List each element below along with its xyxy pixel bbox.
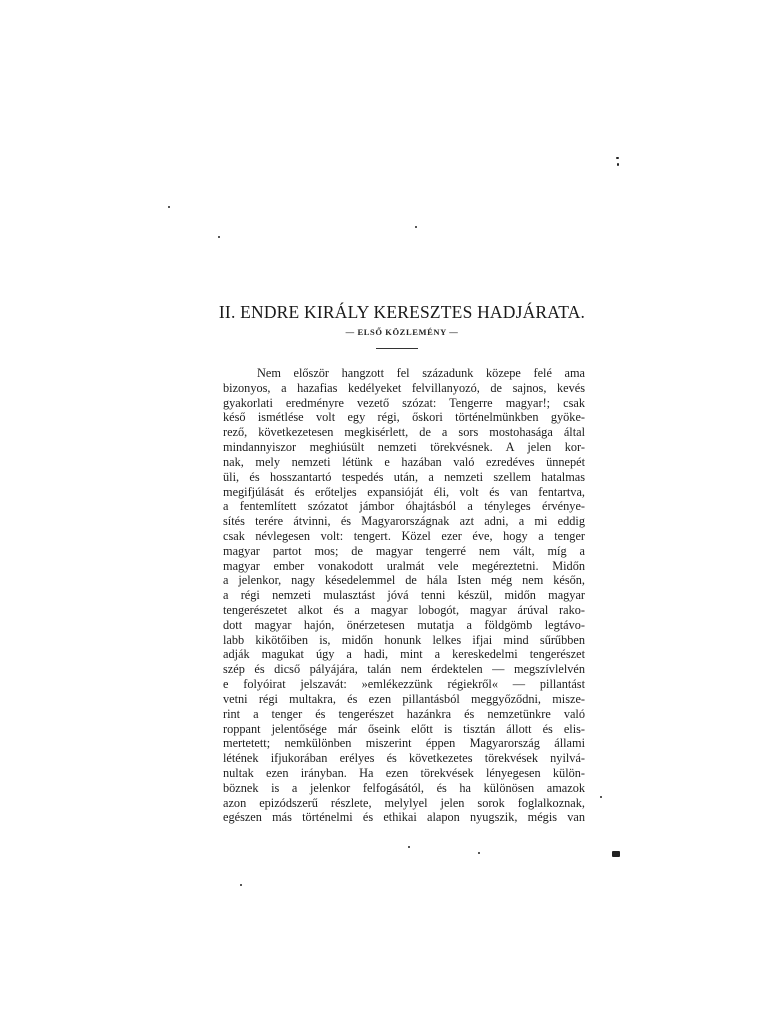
body-line: egészen más történelmi és ethikai alapon nyugszik, mégis van [223,810,585,825]
body-line: a régi nemzeti mulasztást jóvá tenni készül, midőn magyar [223,588,585,603]
scan-speck [168,206,170,208]
body-line: létének ifjukorában erélyes és következetes törekvések nyilvá- [223,751,585,766]
body-line: csak névlegesen volt: tengert. Közel ezer éve, hogy a tenger [223,528,585,543]
scan-speck [478,852,480,854]
scan-speck [218,236,220,238]
scan-speck [240,884,242,886]
body-line: Nem először hangzott fel századunk közepe felé ama [257,366,585,380]
scan-speck [616,157,619,159]
scan-speck [612,851,620,857]
scan-speck [408,846,410,848]
body-line: tengerészetet alkot és a magyar lobogót, magyar árúval rako- [223,603,585,617]
body-line: sítés terére átvinni, és Magyarországnak azt adni, a mi eddig [223,514,585,529]
scan-speck [617,163,619,166]
body-line: magyar partot mos; de magyar tengerré nem vált, míg a [223,543,585,558]
scan-speck [600,796,602,798]
body-line: nak, mely nemzeti létünk e hazában való ezredéves ünnepét [223,454,585,469]
body-line: késő ismétlése volt egy régi, őskori történelmünkben gyöke- [223,410,585,425]
body-line: adják magukat úgy a hadi, mint a kereskedelmi tengerészet [223,647,585,662]
body-line: szép és dicső pályájára, talán nem érdektelen — megszívlelvén [223,662,585,677]
body-line: mindannyiszor meghiúsült nemzeti törekvésnek. A jelen kor- [223,440,585,455]
body-line: üli, és hosszantartó tespedés után, a nemzeti szellem hatalmas [223,469,585,484]
body-line: vetni régi multakra, és ezen pillantásból meggyőződni, misze- [223,691,585,706]
body-line: roppant jelentősége már őseink előtt is tisztán állott és elis- [223,721,585,736]
body-line: rint a tenger és tengerészet hazánkra és nemzetünkre való [223,706,585,721]
title-divider [376,348,418,349]
body-line: dott magyar hajón, önérzetesen mutatja a földgömb legtávo- [223,617,585,632]
scan-speck [415,226,417,228]
body-line: azon epizódszerű részlete, melylyel jelen sorok foglalkoznak, [223,795,585,810]
body-line: rező, következetesen megkisérlett, de a sors mostohasága által [223,425,585,440]
body-line: mertetett; nemkülönben miszerint éppen Magyarország állami [223,736,585,751]
body-line: magyar ember vonakodott uralmát vele megéreztetni. Midőn [223,558,585,573]
body-line: gyakorlati eredményre vezető szózat: Tengerre magyar!; csak [223,395,585,410]
body-line: a jelenkor, nagy késedelemmel de hála Isten még nem későn, [223,573,585,588]
body-line: bizonyos, a hazafias kedélyeket felvillanyozó, de sajnos, kevés [223,380,585,395]
body-line: e folyóirat jelszavát: »emlékezzünk régiekről« — pillantást [223,677,585,692]
body-line: nultak ezen irányban. Ha ezen törekvések lényegesen külön- [223,765,585,780]
body-line: megifjúlását és erőteljes expansióját éli, volt és van fentartva, [223,484,585,499]
body-line: labb kikötőiben is, midőn honunk lelkes ifjai mind sűrűbben [223,632,585,647]
body-line: a fentemlített szózatot jámbor óhajtásból a tényleges érvénye- [223,499,585,514]
article-subtitle: — ELSŐ KÖZLEMÉNY — [345,327,459,337]
article-title: II. ENDRE KIRÁLY KERESZTES HADJÁRATA. [218,302,586,322]
body-line: böznek is a jelenkor felfogásától, és ha különösen amazok [223,780,585,795]
article-body [223,366,585,825]
